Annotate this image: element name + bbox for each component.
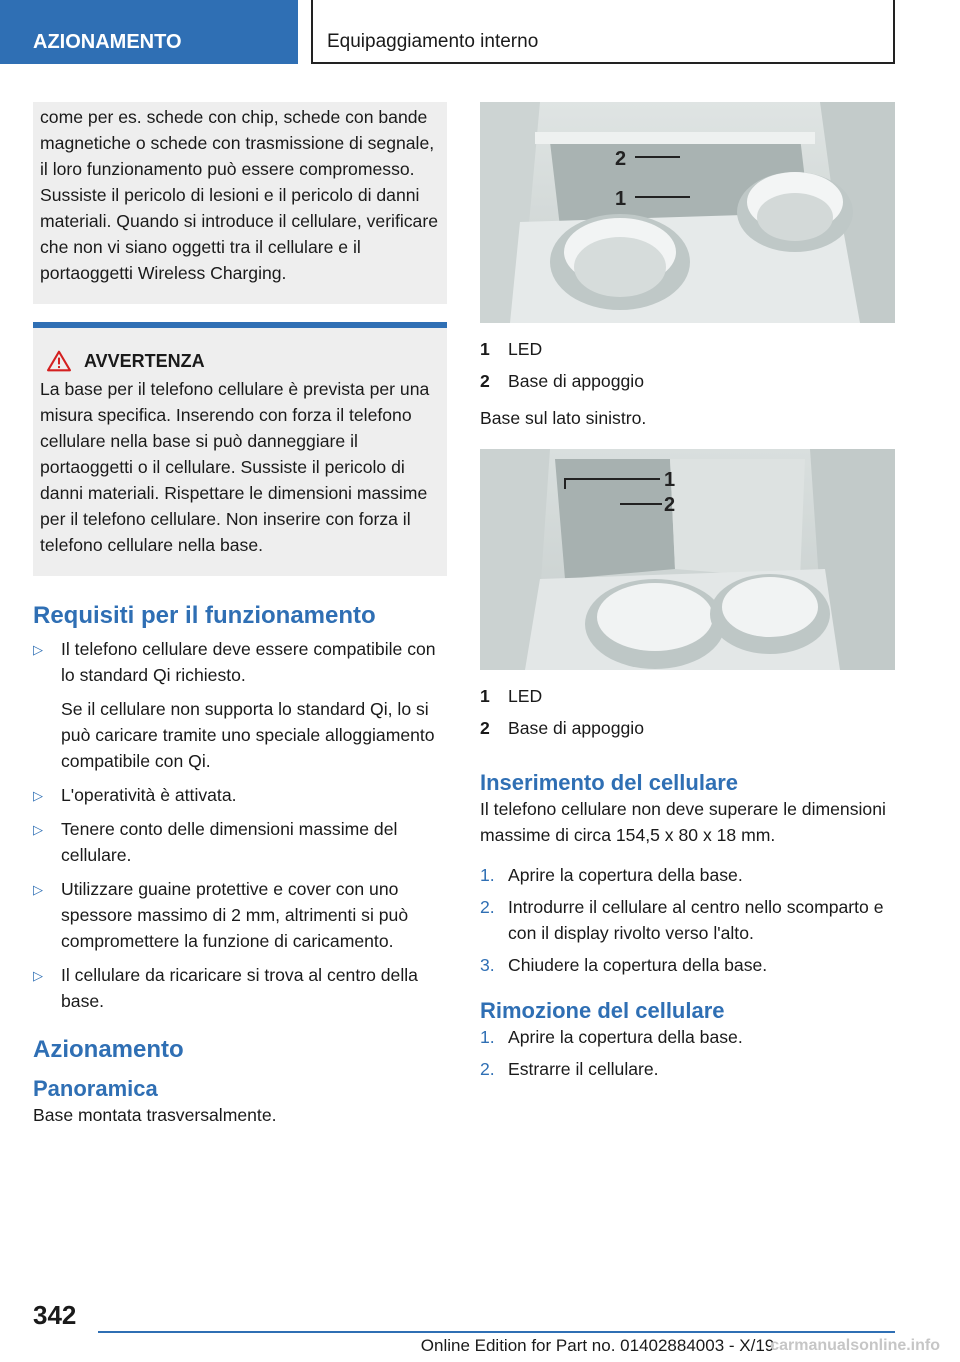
figure-label-2: 2 [615,148,627,170]
chapter-title: Equipaggiamento interno [311,0,895,64]
left-side-base-photo [480,449,895,670]
triangle-bullet-icon: ▷ [33,968,43,983]
list-item: 2. Introdurre il cellulare al centro nello scomparto e con il display rivolto verso l'alto. [480,897,884,943]
warning-title: AVVERTENZA [84,351,205,371]
triangle-bullet-icon: ▷ [33,822,43,837]
remove-heading: Rimozione del cellulare [480,998,725,1023]
requirements-heading: Requisiti per il funzionamento [33,602,376,629]
info-box [33,102,447,304]
insert-text: Il telefono cellulare non deve superare le dimensioni massime di circa 154,5 x 80 x 18 mm. [480,799,886,845]
triangle-bullet-icon: ▷ [33,642,43,657]
figure2-legend [480,680,895,744]
list-item: ▷ Utilizzare guaine protettive e cover con uno spessore massimo di 2 mm, altrimenti si può compromettere la funzione di caricamento. [33,879,409,951]
left-column [33,102,447,1128]
info-text: come per es. schede con chip, schede con bande magnetiche o schede con trasmissione di segnale, il loro funzionamento può essere compromesso. Sussiste il pericolo di lesioni e il pericolo di danni materiali. Quando si introduce il cellulare, verificare che non vi siano oggetti tra il cellulare e il portaoggetti Wireless Charging. [40,107,438,283]
remove-steps [480,1024,895,1082]
warning-box [33,322,447,576]
legend-row: 1 LED [480,339,543,359]
left-side-text: Base sul lato sinistro. [480,408,647,428]
list-item: 1. Aprire la copertura della base. [480,1027,743,1047]
figure1-legend [480,333,895,397]
edition-text: Online Edition for Part no. 01402884003 - X/19 [420,1336,775,1355]
footer-divider [98,1331,895,1333]
list-item: 1. Aprire la copertura della base. [480,865,743,885]
watermark: carmanualsonline.info [770,1337,940,1354]
figure-label-1: 1 [615,188,627,210]
legend-row: 1 LED [480,686,543,706]
operation-heading: Azionamento [33,1036,184,1063]
list-item: ▷ L'operatività è attivata. [33,782,447,808]
warning-triangle-icon [44,350,74,372]
figure-label-1: 1 [664,469,676,491]
list-item: ▷ Il telefono cellulare deve essere compatibile con lo standard Qi richiesto. Se il cellulare non supporta lo standard Qi, lo si può caricare tramite uno speciale alloggiamento compatibile con Qi. [33,639,436,771]
triangle-bullet-icon: ▷ [33,882,43,897]
right-column [480,102,895,1088]
figure-label-2: 2 [664,494,676,516]
warning-text: La base per il telefono cellulare è prevista per una misura specifica. Inserendo con forza il telefono cellulare nella base si può danneggiare il portaoggetti o il cellulare. Sussiste il pericolo di danni materiali. Rispettare le dimensioni massime per il telefono cellulare. Non inserire con forza il telefono cellulare nella base. [40,379,430,555]
list-item: ▷ Tenere conto delle dimensioni massime del cellulare. [33,819,398,865]
list-item: 2. Estrarre il cellulare. [480,1059,659,1079]
list-item: 3. Chiudere la copertura della base. [480,955,768,975]
transverse-base-photo [480,102,895,323]
page-number: 342 [33,1300,77,1330]
insert-steps [480,862,895,978]
requirements-list [33,636,447,1014]
overview-text: Base montata trasversalmente. [33,1105,277,1125]
section-tab: AZIONAMENTO [0,0,298,64]
triangle-bullet-icon: ▷ [33,788,43,803]
legend-row: 2 Base di appoggio [480,718,644,738]
overview-subheading: Panoramica [33,1076,158,1101]
warning-header [40,348,439,374]
list-item: ▷ Il cellulare da ricaricare si trova al centro della base. [33,965,418,1011]
insert-heading: Inserimento del cellulare [480,770,738,795]
legend-row: 2 Base di appoggio [480,371,644,391]
